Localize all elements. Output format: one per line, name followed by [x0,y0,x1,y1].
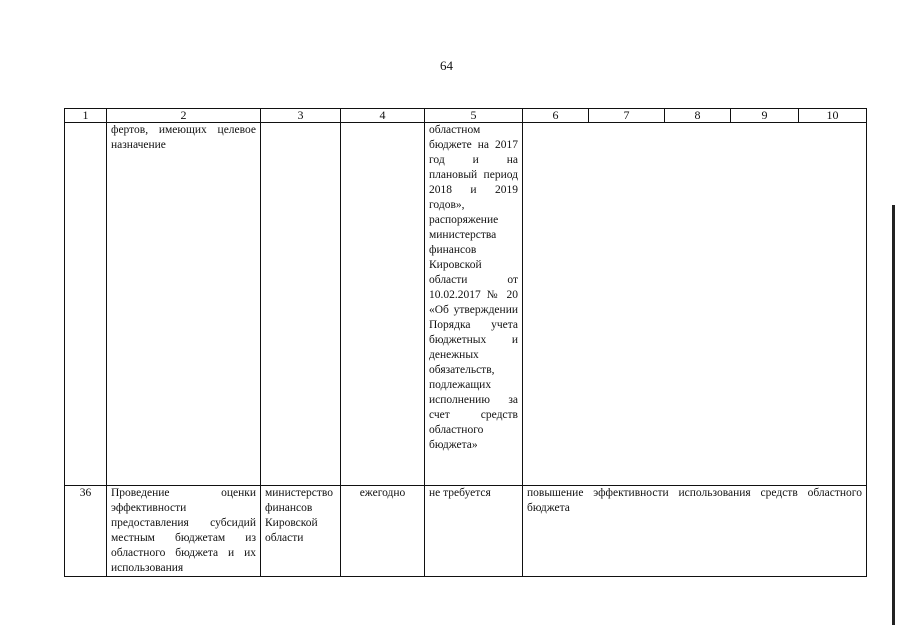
cell-responsible: министерство финансов Кировской области [261,486,341,577]
cell-period [341,123,425,486]
col-header-5: 5 [425,109,523,123]
measures-table [64,108,867,577]
col-header-6: 6 [523,109,589,123]
col-header-4: 4 [341,109,425,123]
row-number: 36 [65,486,107,577]
col-header-10: 10 [799,109,867,123]
cell-legal-basis: областном бюджете на 2017 год и на плановый период 2018 и 2019 годов», распоряжение министерства финансов Кировской области от 10.02.2017 № 20 «Об утверждении Порядка учета бюджетных и денежных обязательств, подлежащих исполнению за счет средств областного бюджета» [425,123,523,486]
continuation-row [65,123,867,486]
cell-responsible [261,123,341,486]
col-header-3: 3 [261,109,341,123]
cell-measure: Проведение оценки эффективности предоставления субсидий местным бюджетам из областного бюджета и их использования [107,486,261,577]
cell-result: повышение эффективности использования средств областного бюджета [523,486,867,577]
page-number: 64 [440,58,453,73]
cell-number [65,123,107,486]
scan-edge-bar [892,205,895,625]
col-header-7: 7 [589,109,665,123]
column-number-row [65,109,867,123]
col-header-1: 1 [65,109,107,123]
cell-period: ежегодно [341,486,425,577]
cell-measure: фертов, имеющих целевое назначение [107,123,261,486]
col-header-8: 8 [665,109,731,123]
cell-result [523,123,867,486]
cell-legal-basis: не требуется [425,486,523,577]
table-row [65,486,867,577]
col-header-2: 2 [107,109,261,123]
col-header-9: 9 [731,109,799,123]
